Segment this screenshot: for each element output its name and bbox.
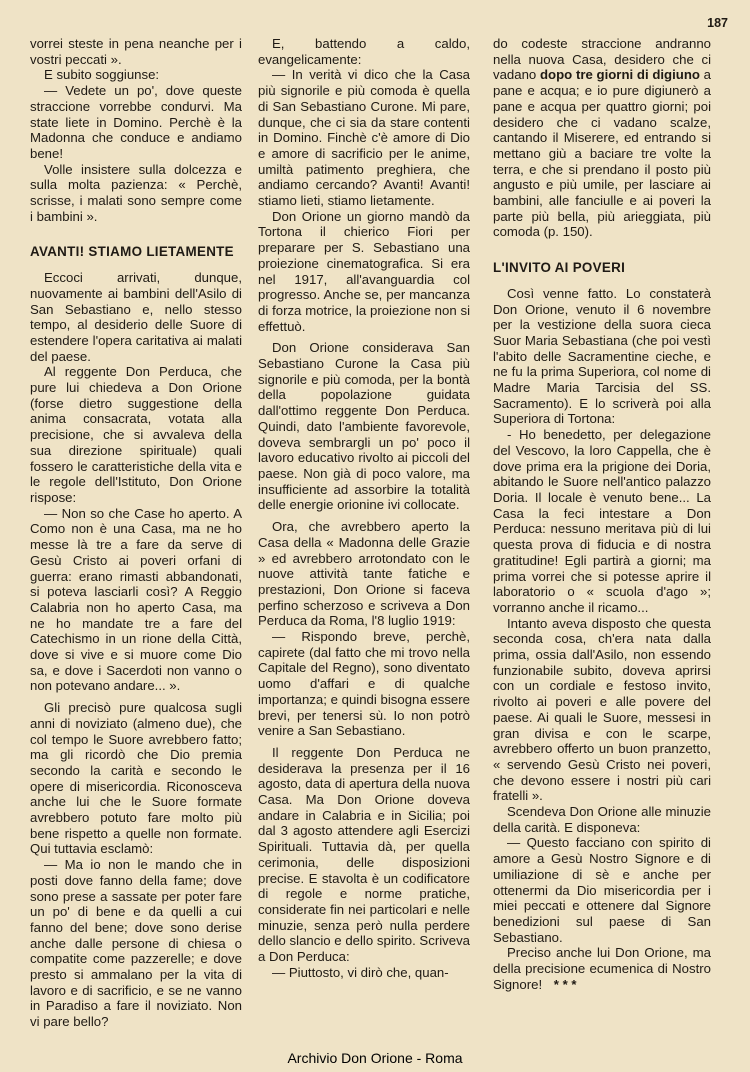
paragraph: Scendeva Don Orione alle minuzie della carità. E disponeva:	[493, 804, 711, 835]
archive-footer: Archivio Don Orione - Roma	[287, 1050, 463, 1066]
text-span: Preciso anche lui Don Orione, ma della precisione ecumenica di Nostro Signore!	[493, 945, 711, 992]
paragraph: — In verità vi dico che la Casa più signorile e più comoda è quella di San Sebastiano Curone. Mi pare, dunque, che ci sia da stare contenti in Domino. Finchè c'è amore di Dio e amore di sacrificio per le anime, umiltà patimento preghiera, che andiamo cercando? Avanti! Avanti! stiamo lieti, stiamo lietamente.	[258, 67, 470, 209]
paragraph: Ora, che avrebbero aperto la Casa della « Madonna delle Grazie » ed avrebbero arrotondato con le nuove attività tante fatiche e prestazioni, Don Orione si faceva perfino scherzoso e scriveva a Don Perduca da Roma, l'8 luglio 1919:	[258, 519, 470, 629]
paragraph: Don Orione un giorno mandò da Tortona il chierico Fiori per preparare per S. Sebastiano una proiezione cinematografica. Si era nel 1917, all'avanguardia col progresso. Anche se, per mancanza di forza motrice, la proiezione non si effettuò.	[258, 208, 470, 334]
paragraph: Eccoci arrivati, dunque, nuovamente ai bambini dell'Asilo di San Sebastiano e, nello stesso tempo, al desiderio delle Suore di estendere l'opera caritativa ai malati del paese.	[30, 270, 242, 364]
end-stars: * * *	[553, 976, 577, 992]
paragraph: - Ho benedetto, per delegazione del Vescovo, la loro Cappella, che è dove prima era la prigione dei Doria, abitando le Suore nell'antico palazzo Doria. Il locale è venuto bene... La Casa la feci intestare a Don Perduca: nessuno meritava più di lui questa prova di fiducia e di nostra gratitudine! Egli partirà a giorni; ma prima vorrei che si potesse aprire il laboratorio o « scuola d'ago »; vorranno anche il ricamo...	[493, 427, 711, 615]
page-number: 187	[707, 16, 728, 30]
column-1	[30, 36, 242, 1030]
paragraph: — Ma io non le mando che in posti dove fanno della fame; dove sono prese a sassate per poter fare un po' di bene e da quelli a cui fanno del bene; dove sono derise anche dalle persone di chiesa o compatite come pazzerelle; e dove presto si ammalano per la vita di lavoro e di sacrificio, e se ne vanno in Paradiso a fare il noviziato. Non vi pare bello?	[30, 857, 242, 1030]
paragraph: Gli precisò pure qualcosa sugli anni di noviziato (almeno due), che col tempo le Suore avrebbero fatto; ma gli ricordò che Dio premia secondo la carità e secondo le opere di misericordia. Riconosceva anche lui che le Suore formate avrebbero potuto fare molto più bene rispetto a quelle non formate. Qui tuttavia esclamò:	[30, 700, 242, 857]
paragraph: — Non so che Case ho aperto. A Como non è una Casa, ma ne ho messe là tre a fare da serve di Gesù Cristo ai poveri orfani di guerra: erano rimasti abbandonati, si poteva lasciarli così? A Reggio Calabria non ho aperto Casa, ma ne ho mandate tre a fare del Catechismo in un rione della Città, dove si vive e si muore come Dio sa, e dove i Sacerdoti non vanno o non potevano andare... ».	[30, 505, 242, 694]
paragraph: E, battendo a caldo, evangelicamente:	[258, 36, 470, 67]
paragraph: vorrei steste in pena neanche per i vostri peccati ».	[30, 36, 242, 67]
paragraph: Al reggente Don Perduca, che pure lui chiedeva a Don Orione (forse dietro suggestione della anima consacrata, votata alla precisione, che si avvaleva della sua direzione spirituale) quali fossero le caratteristiche della vita e le regole dell'Istituto, Don Orione rispose:	[30, 364, 242, 505]
bold-text: dopo tre giorni di digiuno	[540, 67, 700, 83]
paragraph: — Piuttosto, vi dirò che, quan-	[272, 964, 449, 980]
paragraph: E subito soggiunse:	[44, 67, 160, 83]
section-heading: AVANTI! STIAMO LIETAMENTE	[30, 244, 234, 260]
paragraph: — Vedete un po', dove queste straccione vorrebbe condurvi. Ma state liete in Domino. Perchè è la Madonna che conduce e andiamo bene!	[30, 83, 242, 161]
column-2	[258, 36, 470, 980]
paragraph: Volle insistere sulla dolcezza e sulla molta pazienza: « Perchè, scrisse, i malati sono sempre come i bambini ».	[30, 161, 242, 224]
text-span: do codeste straccione andranno nella nuova Casa, desidero che ci vadano	[493, 36, 711, 83]
section-heading: L'INVITO AI POVERI	[493, 260, 626, 276]
column-3	[493, 36, 711, 992]
text-span: a pane e acqua; e io pure digiunerò a pane e acqua per quattro giorni; poi desidero che ci vadano scalze, cantando il Miserere, ed entrando si mettano giù a baciare tre volte la terra, e che si prendano il posto più angusto e più umile, per lasciare ai bambini, alle fanciulle e ai poveri la parte più bella, più arieggiata, più comoda (p. 150).	[493, 67, 711, 240]
paragraph: — Rispondo breve, perchè, capirete (dal fatto che mi trovo nella Capitale del Regno), sono diventato uomo d'affari e di qualche importanza; e quindi bisogna essere brevi, per tenersi sù. Io non potrò venire a San Sebastiano.	[258, 629, 470, 739]
paragraph: Così venne fatto. Lo constaterà Don Orione, venuto il 6 novembre per la vestizione della suora cieca Suor Maria Sebastiana (che poi vestì l'abito delle Sacramentine cieche, e ne fu la prima Superiora, col nome di Madre Maria Tarcisia del SS. Sacramento). E lo scriverà poi alla Superiora di Tortona:	[493, 285, 711, 427]
paragraph: Intanto aveva disposto che questa seconda cosa, ch'era nata dalla prima, ossia dall'Asilo, non essendo funzionabile subito, doveva aprirsi con un cordiale e festoso invito, rivolto ai poveri e alle povere del paese. Ai quali le Suore, messesi in gran divisa e con le scarpe, avrebbero offerto un buon pranzetto, « servendo Gesù Cristo nei poveri, che devono essere i nostri più cari fratelli ».	[493, 615, 711, 804]
paragraph: — Questo facciano con spirito di amore a Gesù Nostro Signore e di umiliazione di sè e anche per ottenermi da Dio misericordia per i miei peccati e ottenere dal Signore benedizioni sul paese di San Sebastiano.	[493, 835, 711, 945]
paragraph: Don Orione considerava San Sebastiano Curone la Casa più signorile e più comoda, per la bontà della popolazione guidata dall'ottimo reggente Don Perduca. Quindi, dato l'ambiente favorevole, doveva sembrargli un po' poco il lavoro educativo rivolto ai piccoli del paese. Non già di poco valore, ma insufficiente ad assorbire la totalità delle energie orionine ivi collocate.	[258, 340, 470, 513]
paragraph: Il reggente Don Perduca ne desiderava la presenza per il 16 agosto, data di apertura della nuova Casa. Ma Don Orione doveva andare in Calabria e in Sicilia; poi dal 3 agosto attendere agli Esercizi Spirituali. Tuttavia dà, per quella cerimonia, delle disposizioni precise. E stavolta è un codificatore di regole e norme pratiche, considerate fin nei particolari e nelle minuzie, senza però nulla perdere dello slancio e dello spirito. Scriveva a Don Perduca:	[258, 744, 470, 965]
paragraph	[493, 36, 711, 240]
paragraph	[493, 945, 711, 992]
